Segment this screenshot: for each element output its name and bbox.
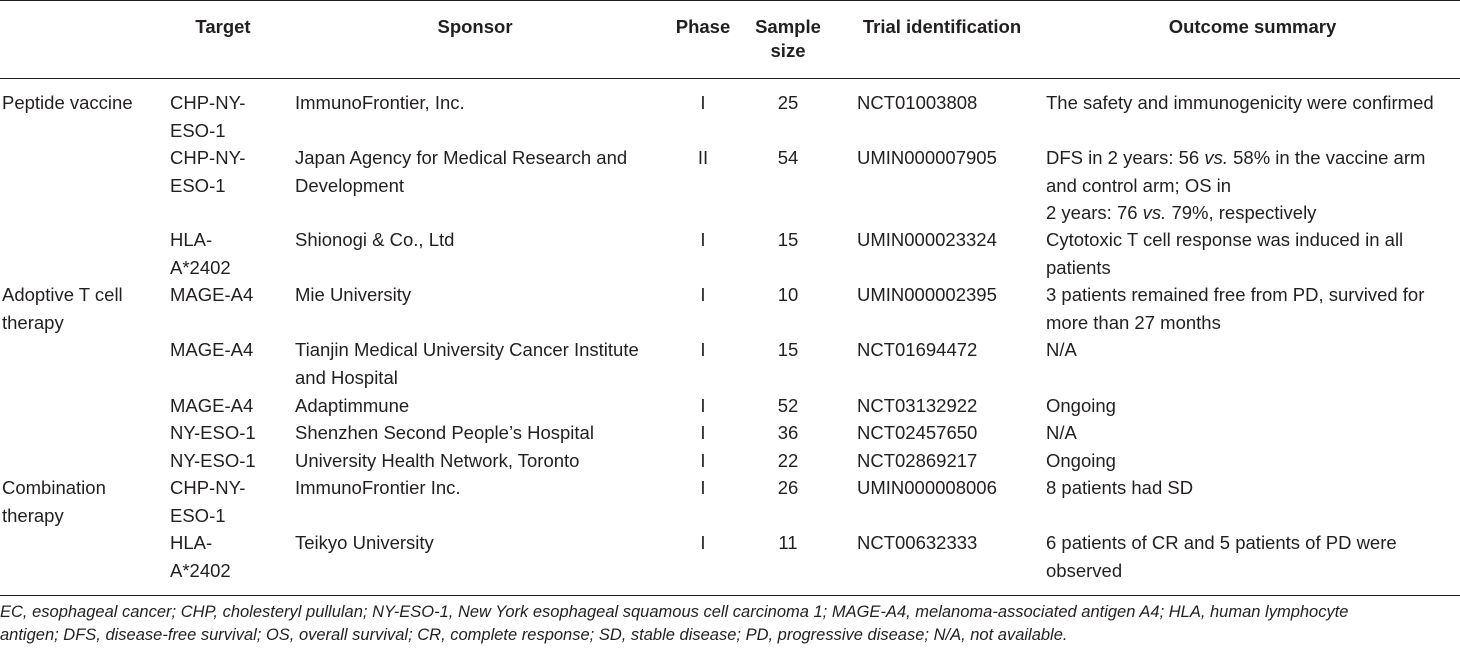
table-header-rule	[0, 78, 1460, 79]
target-line: MAGE-A4	[170, 284, 254, 305]
row-10-outcome	[1046, 529, 1397, 584]
target-line: HLA-	[170, 532, 213, 553]
sponsor-line: Shenzhen Second People’s Hospital	[295, 422, 594, 443]
row-1-trial: NCT01003808	[857, 92, 978, 113]
row-4-sample: 10	[777, 284, 799, 305]
target-line: CHP-NY-	[170, 92, 246, 113]
outcome-italic: vs.	[1204, 147, 1228, 168]
outcome-line: Ongoing	[1046, 450, 1116, 471]
header-target: Target	[195, 16, 251, 37]
outcome-text: 2 years: 76	[1046, 202, 1143, 223]
row-3-trial: UMIN000023324	[857, 229, 997, 250]
target-line: NY-ESO-1	[170, 422, 256, 443]
row-3-outcome	[1046, 226, 1403, 281]
row-1-sponsor	[295, 89, 465, 117]
row-1-outcome	[1046, 89, 1434, 117]
row-4-sponsor	[295, 281, 411, 309]
row-9-outcome	[1046, 474, 1193, 502]
row-1-phase: I	[700, 92, 706, 113]
target-line: A*2402	[170, 256, 231, 278]
outcome-line: 3 patients remained free from PD, survived for	[1046, 284, 1425, 305]
table-footnote	[0, 601, 1460, 647]
row-3-sponsor	[295, 226, 454, 254]
outcome-line: observed	[1046, 559, 1123, 581]
sponsor-line: Teikyo University	[295, 532, 434, 553]
row-8-sample: 22	[777, 450, 799, 471]
row-9-phase: I	[700, 477, 706, 498]
row-1-category	[2, 89, 133, 117]
row-6-target	[170, 392, 253, 420]
category-line: Combination	[2, 477, 106, 498]
target-line: A*2402	[170, 559, 231, 581]
row-6-sample: 52	[777, 395, 799, 416]
sponsor-line: and Hospital	[295, 366, 398, 388]
footnote-line-2: antigen; DFS, disease-free survival; OS, overall survival; CR, complete response; SD, stable disease; PD, progressive disease; N/A, not available.	[0, 626, 1068, 644]
row-4-outcome	[1046, 281, 1424, 336]
row-6-phase: I	[700, 395, 706, 416]
header-sample-size	[748, 15, 828, 63]
row-2-trial: UMIN000007905	[857, 147, 997, 168]
row-7-sample: 36	[777, 422, 799, 443]
row-2-sponsor	[295, 144, 627, 199]
outcome-text: and control arm; OS in	[1046, 174, 1232, 196]
row-8-sponsor	[295, 447, 579, 475]
row-4-category	[2, 281, 123, 336]
header-sponsor: Sponsor	[437, 16, 513, 37]
header-phase: Phase	[675, 16, 731, 37]
row-5-outcome	[1046, 336, 1077, 364]
table-bottom-rule	[0, 595, 1460, 596]
row-5-trial: NCT01694472	[857, 339, 978, 360]
category-line: Peptide vaccine	[2, 92, 133, 113]
target-line: ESO-1	[170, 119, 226, 141]
row-10-sample: 11	[778, 532, 798, 553]
sponsor-line: Shionogi & Co., Ltd	[295, 229, 455, 250]
row-7-outcome	[1046, 419, 1077, 447]
row-8-target	[170, 447, 256, 475]
outcome-line: The safety and immunogenicity were confirmed	[1046, 92, 1434, 113]
outcome-line: N/A	[1046, 339, 1077, 360]
row-7-sponsor	[295, 419, 594, 447]
row-5-target	[170, 336, 253, 364]
sponsor-line: Japan Agency for Medical Research and	[295, 147, 628, 168]
target-line: MAGE-A4	[170, 339, 254, 360]
target-line: HLA-	[170, 229, 213, 250]
outcome-line: 6 patients of CR and 5 patients of PD were	[1046, 532, 1397, 553]
row-7-trial: NCT02457650	[857, 422, 978, 443]
sponsor-line: Tianjin Medical University Cancer Institute	[295, 339, 639, 360]
row-8-outcome	[1046, 447, 1116, 475]
outcome-text: 79%, respectively	[1166, 202, 1317, 223]
outcome-line: Ongoing	[1046, 395, 1116, 416]
row-9-category	[2, 474, 106, 529]
row-3-sample: 15	[777, 229, 799, 250]
category-line: therapy	[2, 504, 64, 526]
row-10-target	[170, 529, 231, 584]
target-line: ESO-1	[170, 504, 226, 526]
row-6-sponsor	[295, 392, 409, 420]
row-9-trial: UMIN000008006	[857, 477, 997, 498]
header-sample-size-line2: size	[770, 40, 806, 61]
row-10-sponsor	[295, 529, 434, 557]
row-5-sample: 15	[777, 339, 799, 360]
header-sample-size-line1: Sample	[755, 16, 821, 37]
row-7-phase: I	[700, 422, 706, 443]
row-5-sponsor	[295, 336, 639, 391]
row-6-outcome	[1046, 392, 1116, 420]
outcome-line: Cytotoxic T cell response was induced in all	[1046, 229, 1404, 250]
outcome-line: 8 patients had SD	[1046, 477, 1194, 498]
footnote-line-1: EC, esophageal cancer; CHP, cholesteryl pullulan; NY-ESO-1, New York esophageal squamous cell carcinoma 1; MAGE-A4, melanoma-associated antigen A4; HLA, human lymphocyte	[0, 603, 1349, 621]
row-4-target	[170, 281, 253, 309]
sponsor-line: University Health Network, Toronto	[295, 450, 580, 471]
row-9-sample: 26	[777, 477, 799, 498]
row-2-sample: 54	[777, 147, 799, 168]
category-line: Adoptive T cell	[2, 284, 123, 305]
row-1-target	[170, 89, 245, 144]
target-line: MAGE-A4	[170, 395, 254, 416]
row-10-trial: NCT00632333	[857, 532, 978, 553]
row-8-trial: NCT02869217	[857, 450, 978, 471]
row-2-outcome	[1046, 144, 1425, 227]
row-3-target	[170, 226, 231, 281]
row-10-phase: I	[700, 532, 706, 553]
outcome-line: patients	[1046, 256, 1111, 278]
row-2-target	[170, 144, 245, 199]
target-line: ESO-1	[170, 174, 226, 196]
row-4-phase: I	[700, 284, 706, 305]
row-2-phase: II	[697, 147, 709, 168]
row-9-target	[170, 474, 245, 529]
target-line: NY-ESO-1	[170, 450, 256, 471]
row-1-sample: 25	[777, 92, 799, 113]
outcome-italic: vs.	[1142, 202, 1167, 223]
sponsor-line: ImmunoFrontier Inc.	[295, 477, 461, 498]
sponsor-line: Mie University	[295, 284, 412, 305]
row-4-trial: UMIN000002395	[857, 284, 997, 305]
outcome-text: 58% in the vaccine arm	[1227, 147, 1426, 168]
target-line: CHP-NY-	[170, 477, 246, 498]
table-top-rule	[0, 0, 1460, 1]
row-8-phase: I	[700, 450, 706, 471]
row-5-phase: I	[700, 339, 706, 360]
row-7-target	[170, 419, 256, 447]
outcome-line: N/A	[1046, 422, 1077, 443]
header-outcome-summary: Outcome summary	[1168, 16, 1337, 37]
sponsor-line: ImmunoFrontier, Inc.	[295, 92, 465, 113]
row-9-sponsor	[295, 474, 461, 502]
outcome-text: DFS in 2 years: 56	[1046, 147, 1205, 168]
sponsor-line: Adaptimmune	[295, 395, 410, 416]
outcome-line: more than 27 months	[1046, 311, 1221, 333]
row-6-trial: NCT03132922	[857, 395, 978, 416]
category-line: therapy	[2, 311, 64, 333]
header-trial-identification: Trial identification	[862, 16, 1022, 37]
sponsor-line: Development	[295, 174, 405, 196]
target-line: CHP-NY-	[170, 147, 246, 168]
row-3-phase: I	[700, 229, 706, 250]
